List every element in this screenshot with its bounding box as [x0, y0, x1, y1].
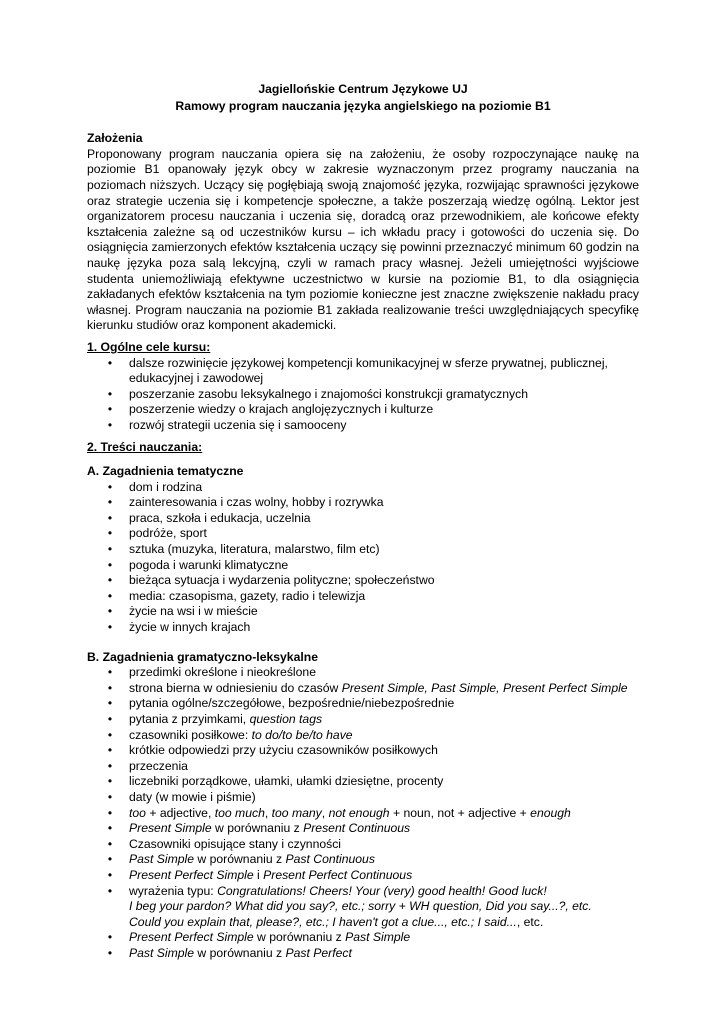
bullet-icon: • — [107, 805, 113, 820]
bullet-icon: • — [107, 495, 113, 510]
bullet-icon: • — [107, 604, 113, 619]
bullet-icon: • — [107, 510, 113, 525]
thematic-topics-heading: A. Zagadnienia tematyczne — [87, 464, 244, 479]
list-item: • podróże, sport — [87, 526, 639, 542]
assumptions-paragraph: Proponowany program nauczania opiera się na założeniu, że osoby rozpoczynające naukę na poziomie B1 opanowały język obcy w zakresie wyznaczonym przez programy nauczania na poziomach niższych. Uczący się pogłębiają swoją znajomość języka, rozwijając sprawności językowe oraz strategie uczenia się i kompetencje społeczne, a także poszerzają wiedzę ogólną. Lektor jest organizatorem procesu nauczania i uczenia się, doradcą oraz przewodnikiem, ale końcowe efekty kształcenia zależne są od uczestników kursu – ich wkładu pracy i gotowości do uczenia się. Do osiągnięcia zamierzonych efektów kształcenia uczący się powinni przeznaczyć minimum 60 godzin na naukę języka poza salą lekcyjną, czyli w ramach pracy własnej. Jeżeli umiejętności wyjściowe studenta uniemożliwiają efektywne uczestnictwo w kursie na poziomie B1, to dla osiągnięcia zakładanych efektów kształcenia na tym poziomie konieczne jest znaczne zwiększenie nakładu pracy własnej. Program nauczania na poziomie B1 zakłada realizowanie treści uwzględniających specyfikę kierunku studiów oraz komponent akademicki. — [87, 146, 639, 333]
bullet-icon: • — [107, 711, 113, 726]
list-item: • media: czasopisma, gazety, radio i telewizja — [87, 589, 639, 605]
list-item: • przeczenia — [87, 759, 639, 775]
list-item: • Present Perfect Simple w porównaniu z Past Simple — [87, 930, 639, 946]
bullet-icon: • — [107, 789, 113, 804]
course-goals-list — [87, 356, 639, 434]
bullet-icon: • — [107, 821, 113, 836]
bullet-icon: • — [107, 417, 113, 432]
list-item: • Present Simple w porównaniu z Present Continuous — [87, 821, 639, 837]
grammar-lexis-heading: B. Zagadnienia gramatyczno-leksykalne — [87, 649, 318, 664]
bullet-icon: • — [107, 386, 113, 401]
list-item: • zainteresowania i czas wolny, hobby i rozrywka — [87, 495, 639, 511]
document-content — [87, 82, 639, 961]
grammar-lexis-list — [87, 665, 639, 961]
list-item: • Past Simple w porównaniu z Past Perfect — [87, 946, 639, 962]
bullet-icon: • — [107, 402, 113, 417]
bullet-icon: • — [107, 836, 113, 851]
bullet-icon: • — [107, 930, 113, 945]
list-item: • rozwój strategii uczenia się i samooceny — [87, 418, 639, 434]
bullet-icon: • — [107, 588, 113, 603]
bullet-icon: • — [107, 680, 113, 695]
bullet-icon: • — [107, 743, 113, 758]
list-item: • krótkie odpowiedzi przy użyciu czasowników posiłkowych — [87, 743, 639, 759]
list-item: • bieżąca sytuacja i wydarzenia polityczne; społeczeństwo — [87, 573, 639, 589]
list-item: • życie na wsi i w mieście — [87, 604, 639, 620]
thematic-topics-list — [87, 480, 639, 636]
bullet-icon: • — [107, 867, 113, 882]
list-item: • Czasowniki opisujące stany i czynności — [87, 837, 639, 853]
bullet-icon: • — [107, 542, 113, 557]
bullet-icon: • — [107, 696, 113, 711]
list-item: • praca, szkoła i edukacja, uczelnia — [87, 511, 639, 527]
list-item: • pogoda i warunki klimatyczne — [87, 558, 639, 574]
list-item: • Past Simple w porównaniu z Past Continuous — [87, 852, 639, 868]
list-item: • poszerzenie wiedzy o krajach anglojęzycznych i kulturze — [87, 402, 639, 418]
list-item: • życie w innych krajach — [87, 620, 639, 636]
list-item: • pytania z przyimkami, question tags — [87, 712, 639, 728]
program-title: Ramowy program nauczania języka angielskiego na poziomie B1 — [175, 98, 551, 113]
list-item: • daty (w mowie i piśmie) — [87, 790, 639, 806]
bullet-icon: • — [107, 526, 113, 541]
list-item: • dalsze rozwinięcie językowej kompetencji komunikacyjnej w sferze prywatnej, publicznej, edukacyjnej i zawodowej — [87, 356, 639, 387]
bullet-icon: • — [107, 727, 113, 742]
list-item: • Present Perfect Simple i Present Perfect Continuous — [87, 868, 639, 884]
list-item: • sztuka (muzyka, literatura, malarstwo, film etc) — [87, 542, 639, 558]
list-item: • wyrażenia typu: Congratulations! Cheers! Your (very) good health! Good luck! I beg your pardon? What did you say?, etc.; sorry + WH question, Did you say...?, etc. Could you explain that, please?, etc.; I haven't got a clue..., etc.; I said..., etc. — [87, 884, 639, 931]
bullet-icon: • — [107, 620, 113, 634]
bullet-icon: • — [107, 557, 113, 572]
bullet-icon: • — [107, 945, 113, 960]
list-item: • dom i rodzina — [87, 480, 639, 496]
teaching-content-heading: 2. Treści nauczania: — [87, 440, 203, 455]
bullet-icon: • — [107, 665, 113, 680]
list-item: • strona bierna w odniesieniu do czasów Present Simple, Past Simple, Present Perfect Simple — [87, 681, 639, 697]
bullet-icon: • — [107, 774, 113, 789]
bullet-icon: • — [107, 573, 113, 588]
assumptions-heading: Założenia — [87, 131, 143, 146]
list-item: • too + adjective, too much, too many, not enough + noun, not + adjective + enough — [87, 806, 639, 822]
list-item: • czasowniki posiłkowe: to do/to be/to have — [87, 728, 639, 744]
institution-title: Jagiellońskie Centrum Językowe UJ — [258, 82, 468, 96]
bullet-icon: • — [107, 355, 113, 370]
list-item: • liczebniki porządkowe, ułamki, ułamki dziesiętne, procenty — [87, 774, 639, 790]
bullet-icon: • — [107, 479, 113, 494]
bullet-icon: • — [107, 852, 113, 867]
bullet-icon: • — [107, 758, 113, 773]
list-item: • pytania ogólne/szczegółowe, bezpośrednie/niebezpośrednie — [87, 696, 639, 712]
list-item: • poszerzanie zasobu leksykalnego i znajomości konstrukcji gramatycznych — [87, 387, 639, 403]
list-item: • przedimki określone i nieokreślone — [87, 665, 639, 681]
bullet-icon: • — [107, 883, 113, 898]
course-goals-heading: 1. Ogólne cele kursu: — [87, 339, 211, 354]
